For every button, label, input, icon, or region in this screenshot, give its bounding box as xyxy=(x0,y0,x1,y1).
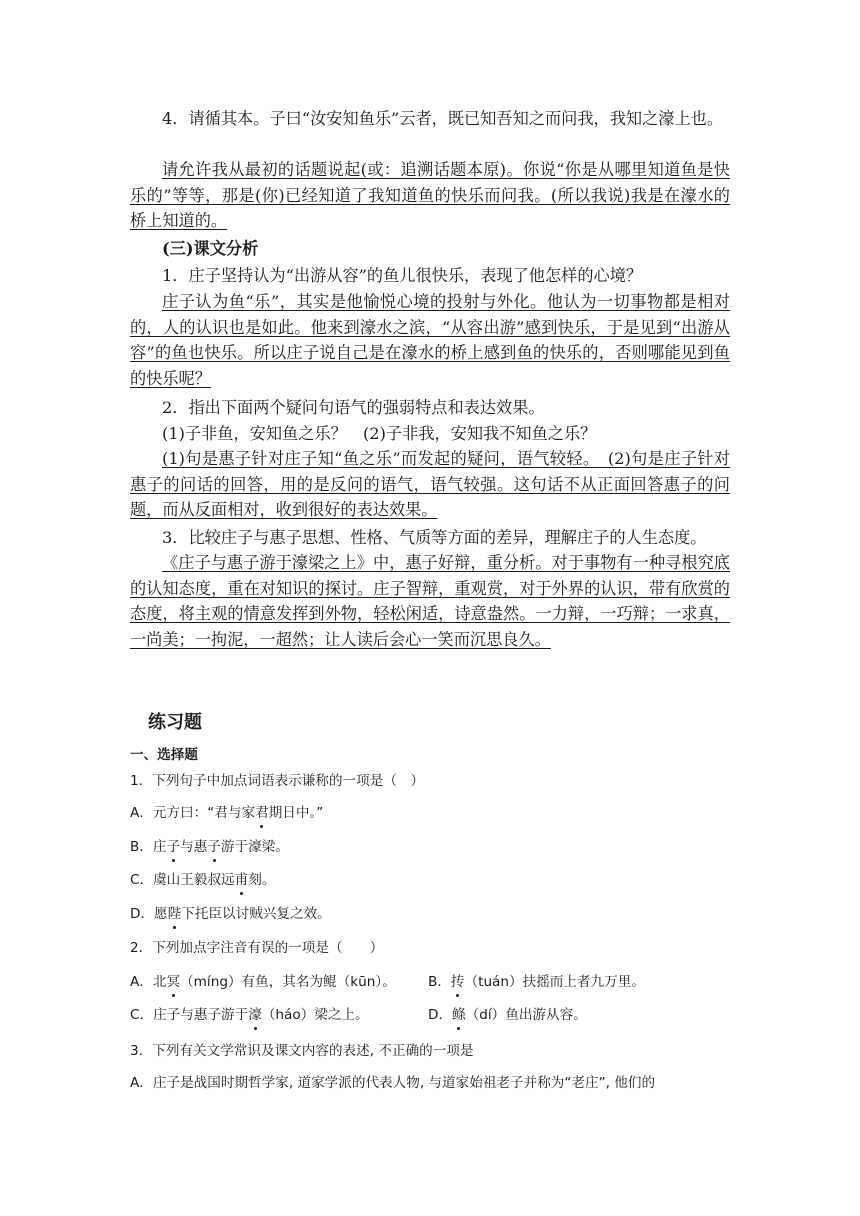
exercise-q2-option-b: B．抟（tuán）扶摇而上者九万里。 xyxy=(428,974,645,990)
exercise-q2: 2．下列加点字注音有误的一项是（ ） xyxy=(130,940,384,956)
exercise-q1-option-d: D．愿陛下托臣以讨贼兴复之效。 xyxy=(130,906,331,922)
section-heading-analysis: (三)课文分析 xyxy=(162,239,259,258)
dotted-char: 君 xyxy=(255,805,269,821)
section-choice-questions: 一、选择题 xyxy=(130,747,198,763)
exercise-q3: 3．下列有关文学常识及课文内容的表述, 不正确的一项是 xyxy=(130,1043,474,1059)
exercise-q1: 1．下列句子中加点词语表示谦称的一项是（ ） xyxy=(130,773,425,789)
dotted-char: 抟 xyxy=(450,974,465,990)
exercise-q1-option-c: C．虞山王毅叔远甫刻。 xyxy=(130,872,276,888)
answer-text: 庄子认为鱼“乐”，其实是他愉悦心境的投射与外化。他认为一切事物都是相对的，人的认识也是如此。他来到濠水之滨，“从容出游”感到快乐，于是见到“出游从容”的鱼也快乐。所以庄子说自己是在濠水的桥上感到鱼的快乐的，否则哪能见到鱼的快乐呢？ xyxy=(130,292,730,388)
exercise-q1-option-a: A．元方曰：“君与家君期日中。” xyxy=(130,805,324,821)
analysis-a2 xyxy=(130,446,730,523)
dotted-char: 鲦 xyxy=(452,1007,466,1023)
exercise-q2-option-a: A．北冥（míng）有鱼，其名为鲲（kūn）。 xyxy=(130,974,396,990)
answer-text: 《庄子与惠子游于濠梁之上》中，惠子好辩，重分析。对于事物有一种寻根究底的认知态度，重在对知识的探讨。庄子智辩，重观赏，对于外界的认识，带有欣赏的态度，将主观的情意发挥到外物，轻松闲适，诗意盎然。一力辩，一巧辩；一求真，一尚美；一拘泥，一超然；让人读后会心一笑而沉思良久。 xyxy=(130,553,730,649)
dotted-char: 子 xyxy=(166,839,181,855)
analysis-q1: 1．庄子坚持认为“出游从容”的鱼儿很快乐，表现了他怎样的心境？ xyxy=(162,266,643,285)
analysis-a1 xyxy=(130,289,730,391)
dotted-char: 冥 xyxy=(166,974,181,990)
dotted-char: 濠 xyxy=(248,1007,262,1023)
exercise-q2-option-c: C．庄子与惠子游于濠（háo）梁之上。 xyxy=(130,1007,369,1023)
dotted-char: 子 xyxy=(207,839,221,855)
answer-text: 请允许我从最初的话题说起(或：追溯话题本原)。你说“你是从哪里知道鱼是快乐的”等等，那是(你)已经知道了我知道鱼的快乐而问我。(所以我说)我是在濠水的桥上知道的。 xyxy=(130,160,730,230)
analysis-a3 xyxy=(130,550,730,652)
exercises-title: 练习题 xyxy=(148,712,202,733)
exercise-q2-option-d: D．鲦（dí）鱼出游从容。 xyxy=(428,1007,587,1023)
dotted-char: 陛 xyxy=(167,906,182,922)
analysis-q3: 3．比较庄子与惠子思想、性格、气质等方面的差异，理解庄子的人生态度。 xyxy=(162,528,707,547)
translation-q4-answer xyxy=(130,157,730,234)
dotted-char: 甫 xyxy=(234,872,249,888)
answer-text: (1)句是惠子针对庄子知“鱼之乐”而发起的疑问，语气较轻。 (2)句是庄子针对惠子的问话的回答，用的是反问的语气，语气较强。这句话不从正面回答惠子的问题，而从反面相对，收到很好的表达效果。 xyxy=(130,449,730,519)
exercise-q2-row1 xyxy=(130,972,740,992)
exercise-q2-row2 xyxy=(130,1005,740,1025)
exercise-q1-option-b: B．庄子与惠子游于濠梁。 xyxy=(130,839,289,855)
analysis-q2-items: (1)子非鱼，安知鱼之乐？ (2)子非我，安知我不知鱼之乐？ xyxy=(162,424,597,443)
translation-q4-prompt: 4．请循其本。子曰“汝安知鱼乐”云者，既已知吾知之而问我，我知之濠上也。 xyxy=(162,109,724,128)
analysis-q2: 2．指出下面两个疑问句语气的强弱特点和表达效果。 xyxy=(162,398,545,417)
exercise-q3-option-a: A．庄子是战国时期哲学家, 道家学派的代表人物, 与道家始祖老子并称为“老庄”, 他们的 xyxy=(130,1075,656,1091)
